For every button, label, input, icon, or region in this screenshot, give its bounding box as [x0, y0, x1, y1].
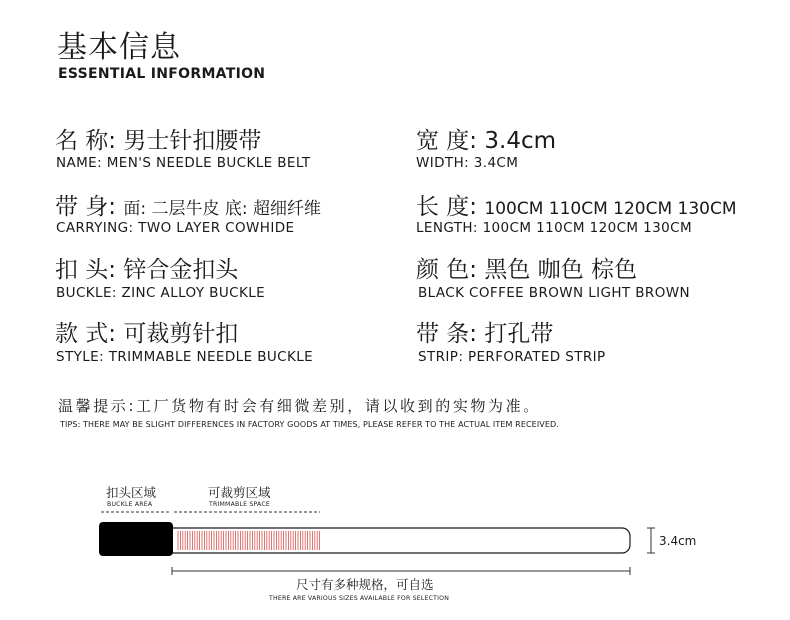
carrying-zh-label: 带 身:	[55, 194, 117, 220]
strip-en: STRIP: PERFORATED STRIP	[418, 349, 606, 365]
name-en: NAME: MEN'S NEEDLE BUCKLE BELT	[56, 155, 311, 171]
style-zh-label: 款 式:	[55, 321, 117, 347]
color-zh-label: 颜 色:	[416, 257, 478, 283]
width-en: WIDTH: 3.4CM	[416, 155, 519, 171]
length-zh-label: 长 度:	[416, 194, 478, 220]
color-zh-value: 黑色 咖色 棕色	[484, 257, 637, 283]
trim-area-en: TRIMMABLE SPACE	[209, 501, 270, 508]
trim-area-zh: 可裁剪区域	[208, 485, 271, 500]
name-zh-value: 男士针扣腰带	[123, 128, 262, 154]
buckle-area-zh: 扣头区域	[106, 485, 157, 500]
length-zh-value: 100CM 110CM 120CM 130CM	[484, 199, 737, 219]
width-dimension-label: 3.4cm	[659, 534, 697, 548]
color-en: BLACK COFFEE BROWN LIGHT BROWN	[418, 285, 690, 301]
buckle-zh-value: 锌合金扣头	[123, 257, 239, 283]
width-zh-value: 3.4cm	[484, 128, 557, 154]
strip-zh-value: 打孔带	[484, 321, 554, 347]
page-title: 基本信息	[57, 30, 181, 65]
belt-body	[100, 528, 630, 553]
sizes-zh: 尺寸有多种规格，可自选	[296, 577, 434, 592]
buckle-en: BUCKLE: ZINC ALLOY BUCKLE	[56, 285, 266, 301]
width-zh-label: 宽 度:	[416, 128, 478, 154]
buckle-zh-label: 扣 头:	[55, 257, 117, 283]
tips-zh: 温馨提示:工厂货物有时会有细微差别，请以收到的实物为准。	[58, 397, 541, 415]
carrying-zh-value: 面: 二层牛皮 底: 超细纤维	[123, 199, 322, 219]
tips-en: TIPS: THERE MAY BE SLIGHT DIFFERENCES IN FACTORY GOODS AT TIMES, PLEASE REFER TO THE ACTUAL ITEM RECEIVED.	[60, 420, 559, 429]
sizes-en: THERE ARE VARIOUS SIZES AVAILABLE FOR SELECTION	[269, 595, 450, 602]
buckle-area-en: BUCKLE AREA	[107, 501, 153, 508]
style-en: STYLE: TRIMMABLE NEEDLE BUCKLE	[56, 349, 314, 365]
name-zh-label: 名 称:	[55, 128, 117, 154]
carrying-en: CARRYING: TWO LAYER COWHIDE	[56, 220, 295, 236]
strip-zh-label: 带 条:	[416, 321, 478, 347]
belt-buckle-block	[99, 522, 173, 556]
page-subtitle: ESSENTIAL INFORMATION	[58, 66, 266, 82]
style-zh-value: 可裁剪针扣	[123, 321, 239, 347]
length-en: LENGTH: 100CM 110CM 120CM 130CM	[416, 220, 693, 236]
